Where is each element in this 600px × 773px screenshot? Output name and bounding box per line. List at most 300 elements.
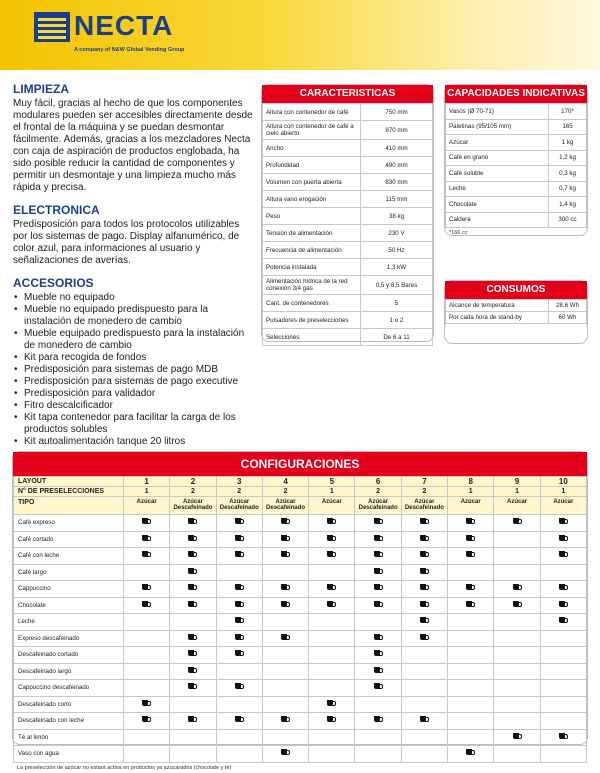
- coffee-cup-icon: [374, 634, 383, 641]
- drink-name: Cappuccino: [14, 581, 124, 598]
- drink-cell: [170, 647, 216, 664]
- coffee-cup-icon: [420, 716, 429, 723]
- tipo-value: Descafeinado: [173, 505, 213, 511]
- drink-cell: [170, 548, 216, 565]
- coffee-cup-icon: [466, 518, 475, 525]
- drink-cell: [355, 680, 401, 697]
- coffee-cup-icon: [188, 634, 197, 641]
- capacidades-row: [446, 197, 587, 213]
- coffee-cup-icon: [142, 535, 151, 542]
- caracteristicas-table: [262, 103, 433, 346]
- coffee-cup-icon: [559, 617, 568, 624]
- drink-cell: [401, 713, 447, 730]
- drink-cell: [494, 630, 540, 647]
- tipo-cell: [494, 497, 540, 515]
- drink-cell: [355, 729, 401, 746]
- configuraciones-box: [12, 451, 588, 771]
- coffee-cup-icon: [559, 535, 568, 542]
- capacidades-row: [446, 181, 587, 197]
- accesorio-item: • Kit para recogida de fondos: [13, 352, 253, 364]
- drink-cell: [355, 581, 401, 598]
- coffee-cup-icon: [142, 700, 151, 707]
- drink-cell: [448, 630, 494, 647]
- drink-cell: [448, 713, 494, 730]
- drink-cell: [262, 564, 308, 581]
- drink-cell: [309, 531, 355, 548]
- coffee-cup-icon: [142, 584, 151, 591]
- caracteristicas-label: Pulsadores de preselecciones: [263, 312, 361, 329]
- drink-cell: [540, 663, 586, 680]
- coffee-cup-icon: [327, 601, 336, 608]
- coffee-cup-icon: [327, 700, 336, 707]
- layout-number: 3: [216, 477, 262, 487]
- preselecciones-value: 1: [494, 487, 540, 497]
- drink-cell: [216, 746, 262, 763]
- caracteristicas-value: 1 o 2: [361, 312, 433, 329]
- preselecciones-label: N° DE PRESELECCIONES: [14, 487, 124, 497]
- coffee-cup-icon: [142, 551, 151, 558]
- coffee-cup-icon: [235, 617, 244, 624]
- tipo-label: TIPO: [14, 497, 124, 515]
- coffee-cup-icon: [466, 749, 475, 756]
- layout-number: 6: [355, 477, 401, 487]
- drink-cell: [309, 680, 355, 697]
- layout-number: 9: [494, 477, 540, 487]
- drink-cell: [170, 680, 216, 697]
- drink-cell: [170, 614, 216, 631]
- drink-row: [14, 696, 587, 713]
- drink-cell: [124, 663, 170, 680]
- drink-cell: [216, 515, 262, 532]
- coffee-cup-icon: [235, 601, 244, 608]
- tipo-value: Azúcar: [275, 499, 296, 505]
- coffee-cup-icon: [559, 584, 568, 591]
- drink-cell: [355, 597, 401, 614]
- preselecciones-value: 2: [170, 487, 216, 497]
- drink-cell: [309, 696, 355, 713]
- drink-cell: [448, 663, 494, 680]
- drink-cell: [355, 647, 401, 664]
- left-column: [13, 82, 253, 448]
- accesorio-item: • Kit autoalimentación tanque 20 litros: [13, 436, 253, 448]
- coffee-cup-icon: [374, 650, 383, 657]
- coffee-cup-icon: [559, 551, 568, 558]
- drink-cell: [216, 713, 262, 730]
- caracteristicas-row: [263, 140, 433, 157]
- coffee-cup-icon: [281, 535, 290, 542]
- tipo-row: [14, 497, 587, 515]
- drink-cell: [124, 713, 170, 730]
- drink-cell: [540, 680, 586, 697]
- tipo-cell: [540, 497, 586, 515]
- drink-cell: [170, 581, 216, 598]
- capacidades-value: 170*: [549, 104, 587, 120]
- drink-name: Café con leche: [14, 548, 124, 565]
- drink-cell: [540, 515, 586, 532]
- coffee-cup-icon: [188, 584, 197, 591]
- tipo-value: Descafeinado: [358, 505, 398, 511]
- layout-number: 5: [309, 477, 355, 487]
- drink-cell: [540, 746, 586, 763]
- drink-cell: [401, 564, 447, 581]
- drink-name: Descafeinado largo: [14, 663, 124, 680]
- drink-cell: [216, 680, 262, 697]
- drink-cell: [124, 696, 170, 713]
- drink-row: [14, 680, 587, 697]
- drink-name: Vaso con agua: [14, 746, 124, 763]
- drink-cell: [124, 614, 170, 631]
- caracteristicas-value: 38 kg: [361, 208, 433, 225]
- drink-cell: [494, 729, 540, 746]
- coffee-cup-icon: [466, 535, 475, 542]
- drink-cell: [262, 696, 308, 713]
- preselecciones-value: 2: [401, 487, 447, 497]
- drink-cell: [355, 663, 401, 680]
- drink-cell: [540, 630, 586, 647]
- drink-cell: [540, 614, 586, 631]
- drink-name: Descafeinado cortado: [14, 647, 124, 664]
- caracteristicas-row: [263, 276, 433, 295]
- caracteristicas-row: [263, 295, 433, 312]
- drink-cell: [401, 515, 447, 532]
- drink-cell: [448, 647, 494, 664]
- caracteristicas-value: 0,5 y 8,5 Bares: [361, 276, 433, 295]
- accesorio-item: • Mueble no equipado: [13, 292, 253, 304]
- drink-cell: [540, 713, 586, 730]
- coffee-cup-icon: [513, 584, 522, 591]
- drink-cell: [401, 647, 447, 664]
- capacidades-label: Azúcar: [446, 135, 549, 151]
- caracteristicas-label: Potencia instalada: [263, 259, 361, 276]
- drink-cell: [401, 696, 447, 713]
- drink-cell: [401, 614, 447, 631]
- drink-cell: [216, 614, 262, 631]
- tipo-value: Azúcar: [136, 499, 157, 505]
- caracteristicas-row: [263, 191, 433, 208]
- coffee-cup-icon: [374, 601, 383, 608]
- configuraciones-table: [13, 476, 587, 763]
- coffee-cup-icon: [281, 584, 290, 591]
- capacidades-label: Caldera: [446, 212, 549, 228]
- drink-cell: [355, 630, 401, 647]
- tipo-value: Azúcar: [368, 499, 389, 505]
- consumos-table: [445, 299, 587, 324]
- consumos-label: Alcance de temperatura: [446, 300, 549, 312]
- coffee-cup-icon: [188, 601, 197, 608]
- capacidades-table: [445, 103, 587, 228]
- drink-cell: [448, 597, 494, 614]
- coffee-cup-icon: [327, 535, 336, 542]
- brand-tagline: A company of N&W Global Vending Group: [74, 47, 185, 53]
- capacidades-value: 0,7 kg: [549, 181, 587, 197]
- drink-cell: [355, 713, 401, 730]
- capacidades-label: Vasos (Ø 70-71): [446, 104, 549, 120]
- caracteristicas-label: Peso: [263, 208, 361, 225]
- capacidades-row: [446, 212, 587, 228]
- coffee-cup-icon: [513, 733, 522, 740]
- preselecciones-value: 2: [262, 487, 308, 497]
- accesorio-item: • Mueble no equipado predispuesto para la instalación de monedero de cambio: [13, 304, 253, 328]
- consumos-title: CONSUMOS: [445, 281, 587, 299]
- caracteristicas-row: [263, 312, 433, 329]
- consumos-row: [446, 300, 587, 312]
- layout-number: 7: [401, 477, 447, 487]
- tipo-value: Descafeinado: [266, 505, 306, 511]
- caracteristicas-value: 1,3 kW: [361, 259, 433, 276]
- caracteristicas-value: 115 mm: [361, 191, 433, 208]
- coffee-cup-icon: [559, 518, 568, 525]
- coffee-cup-icon: [235, 535, 244, 542]
- drink-cell: [309, 746, 355, 763]
- drink-row: [14, 647, 587, 664]
- drink-cell: [170, 696, 216, 713]
- drink-cell: [494, 680, 540, 697]
- drink-cell: [355, 564, 401, 581]
- drink-name: Leche: [14, 614, 124, 631]
- capacidades-row: [446, 104, 587, 120]
- drink-cell: [124, 746, 170, 763]
- layout-number: 8: [448, 477, 494, 487]
- drink-row: [14, 548, 587, 565]
- drink-cell: [216, 729, 262, 746]
- preselecciones-value: 1: [448, 487, 494, 497]
- drink-cell: [494, 531, 540, 548]
- coffee-cup-icon: [281, 551, 290, 558]
- preselecciones-row: [14, 487, 587, 497]
- drink-cell: [401, 597, 447, 614]
- coffee-cup-icon: [188, 535, 197, 542]
- drink-cell: [494, 663, 540, 680]
- capacidades-box: [444, 84, 588, 236]
- electronica-title: ELECTRONICA: [13, 203, 100, 217]
- drink-cell: [448, 548, 494, 565]
- drink-cell: [448, 515, 494, 532]
- drink-cell: [216, 564, 262, 581]
- coffee-cup-icon: [142, 716, 151, 723]
- layout-label: LAYOUT: [14, 477, 124, 487]
- drink-cell: [170, 630, 216, 647]
- drink-row: [14, 564, 587, 581]
- drink-cell: [401, 746, 447, 763]
- drink-cell: [494, 548, 540, 565]
- caracteristicas-row: [263, 242, 433, 259]
- consumos-value: 28,6 Wh: [549, 300, 587, 312]
- drink-cell: [355, 746, 401, 763]
- drink-name: Café largo: [14, 564, 124, 581]
- caracteristicas-label: Altura vano erogación: [263, 191, 361, 208]
- drink-cell: [309, 630, 355, 647]
- drink-cell: [540, 647, 586, 664]
- coffee-cup-icon: [420, 634, 429, 641]
- drink-cell: [216, 548, 262, 565]
- coffee-cup-icon: [235, 518, 244, 525]
- coffee-cup-icon: [327, 551, 336, 558]
- caracteristicas-row: [263, 259, 433, 276]
- drink-cell: [494, 696, 540, 713]
- caracteristicas-row: [263, 208, 433, 225]
- coffee-cup-icon: [188, 716, 197, 723]
- drink-cell: [494, 746, 540, 763]
- drink-cell: [401, 729, 447, 746]
- drink-cell: [494, 597, 540, 614]
- drink-name: Café cortado: [14, 531, 124, 548]
- capacidades-value: 165: [549, 119, 587, 135]
- coffee-cup-icon: [142, 518, 151, 525]
- drink-cell: [309, 597, 355, 614]
- capacidades-value: 1 kg: [549, 135, 587, 151]
- drink-cell: [448, 680, 494, 697]
- capacidades-label: Paletinas (95/105 mm): [446, 119, 549, 135]
- capacidades-label: Café en grano: [446, 150, 549, 166]
- drink-cell: [216, 630, 262, 647]
- drink-cell: [216, 663, 262, 680]
- accesorio-item: • Predisposición para sistemas de pago MDB: [13, 364, 253, 376]
- coffee-cup-icon: [374, 518, 383, 525]
- drink-cell: [309, 713, 355, 730]
- electronica-text: Predisposición para todos los protocolos utilizables por los sistemas de pago. Display alfanumérico, de color azul, para informaciones al usuario y señalizaciones de averías.: [13, 219, 240, 266]
- drink-cell: [124, 564, 170, 581]
- caracteristicas-value: De 6 a 11: [361, 329, 433, 346]
- drink-row: [14, 614, 587, 631]
- caracteristicas-title: CARACTERISTICAS: [262, 85, 433, 103]
- caracteristicas-row: [263, 104, 433, 121]
- coffee-cup-icon: [420, 551, 429, 558]
- drink-row: [14, 746, 587, 763]
- drink-name: Expreso descafeinado: [14, 630, 124, 647]
- drink-name: Café expreso: [14, 515, 124, 532]
- layout-number: 4: [262, 477, 308, 487]
- accesorio-item: • Mueble equipado predispuesto para la instalación de monedero de cambio: [13, 328, 253, 352]
- coffee-cup-icon: [420, 601, 429, 608]
- consumos-row: [446, 312, 587, 324]
- coffee-cup-icon: [281, 601, 290, 608]
- drink-cell: [494, 713, 540, 730]
- drink-cell: [494, 581, 540, 598]
- drink-cell: [262, 746, 308, 763]
- coffee-cup-icon: [327, 518, 336, 525]
- coffee-cup-icon: [420, 584, 429, 591]
- drink-cell: [262, 663, 308, 680]
- preselecciones-value: 1: [124, 487, 170, 497]
- drink-name: Descafeinado corto: [14, 696, 124, 713]
- coffee-cup-icon: [281, 749, 290, 756]
- preselecciones-value: 2: [355, 487, 401, 497]
- coffee-cup-icon: [374, 584, 383, 591]
- drink-cell: [262, 680, 308, 697]
- drink-cell: [448, 729, 494, 746]
- consumos-value: 60 Wh: [549, 312, 587, 324]
- drink-cell: [124, 515, 170, 532]
- caracteristicas-label: Altura con contenedor de café a cielo abierto: [263, 121, 361, 140]
- coffee-cup-icon: [466, 601, 475, 608]
- coffee-cup-icon: [513, 601, 522, 608]
- caracteristicas-value: 830 mm: [361, 174, 433, 191]
- drink-cell: [494, 647, 540, 664]
- caracteristicas-row: [263, 225, 433, 242]
- caracteristicas-row: [263, 329, 433, 346]
- drink-cell: [170, 729, 216, 746]
- drink-cell: [540, 597, 586, 614]
- capacidades-value: 0,3 kg: [549, 166, 587, 182]
- caracteristicas-value: 410 mm: [361, 140, 433, 157]
- drink-cell: [494, 515, 540, 532]
- drink-cell: [448, 581, 494, 598]
- tipo-cell: [309, 497, 355, 515]
- drink-cell: [540, 531, 586, 548]
- drink-cell: [448, 564, 494, 581]
- drink-cell: [401, 680, 447, 697]
- drink-cell: [124, 729, 170, 746]
- caracteristicas-label: Frecuencia de alimentación: [263, 242, 361, 259]
- preselecciones-value: 2: [216, 487, 262, 497]
- coffee-cup-icon: [188, 518, 197, 525]
- drink-cell: [124, 630, 170, 647]
- tipo-value: Azúcar: [414, 499, 435, 505]
- drink-row: [14, 713, 587, 730]
- drink-cell: [170, 713, 216, 730]
- consumos-box: [444, 280, 588, 344]
- drink-cell: [262, 597, 308, 614]
- drink-cell: [124, 548, 170, 565]
- configuraciones-title: CONFIGURACIONES: [13, 452, 587, 476]
- caracteristicas-value: 490 mm: [361, 157, 433, 174]
- coffee-cup-icon: [420, 568, 429, 575]
- coffee-cup-icon: [559, 733, 568, 740]
- limpieza-title: LIMPIEZA: [13, 82, 69, 96]
- tipo-cell: [216, 497, 262, 515]
- tipo-cell: [170, 497, 216, 515]
- drink-row: [14, 515, 587, 532]
- logo-mark-icon: [34, 12, 70, 42]
- capacidades-row: [446, 135, 587, 151]
- accesorio-item: • Fitro descalcificador: [13, 400, 253, 412]
- drink-cell: [262, 614, 308, 631]
- layout-number: 1: [124, 477, 170, 487]
- coffee-cup-icon: [374, 667, 383, 674]
- coffee-cup-icon: [235, 683, 244, 690]
- caracteristicas-value: 50 Hz: [361, 242, 433, 259]
- drink-row: [14, 531, 587, 548]
- caracteristicas-label: Tensión de alimentación: [263, 225, 361, 242]
- coffee-cup-icon: [281, 518, 290, 525]
- coffee-cup-icon: [327, 584, 336, 591]
- drink-cell: [309, 548, 355, 565]
- coffee-cup-icon: [188, 568, 197, 575]
- layout-number: 10: [540, 477, 586, 487]
- coffee-cup-icon: [513, 518, 522, 525]
- drink-row: [14, 663, 587, 680]
- drink-cell: [216, 581, 262, 598]
- coffee-cup-icon: [188, 667, 197, 674]
- coffee-cup-icon: [188, 551, 197, 558]
- drink-cell: [540, 548, 586, 565]
- consumos-label: Por cada hora de stand-by: [446, 312, 549, 324]
- configuraciones-footnote: La preselección de azúcar no estará activa en productos ya azucarados (chocolate y té): [17, 764, 232, 771]
- tipo-value: Azúcar: [507, 499, 528, 505]
- drink-row: [14, 581, 587, 598]
- drink-cell: [401, 548, 447, 565]
- caracteristicas-value: 870 mm: [361, 121, 433, 140]
- tipo-value: Azúcar: [182, 499, 203, 505]
- drink-cell: [540, 696, 586, 713]
- drink-cell: [448, 746, 494, 763]
- drink-cell: [170, 663, 216, 680]
- accesorio-item: • Predisposición para sistemas de pago executive: [13, 376, 253, 388]
- tipo-value: Azúcar: [321, 499, 342, 505]
- drink-cell: [216, 597, 262, 614]
- capacidades-row: [446, 150, 587, 166]
- tipo-value: Descafeinado: [219, 505, 259, 511]
